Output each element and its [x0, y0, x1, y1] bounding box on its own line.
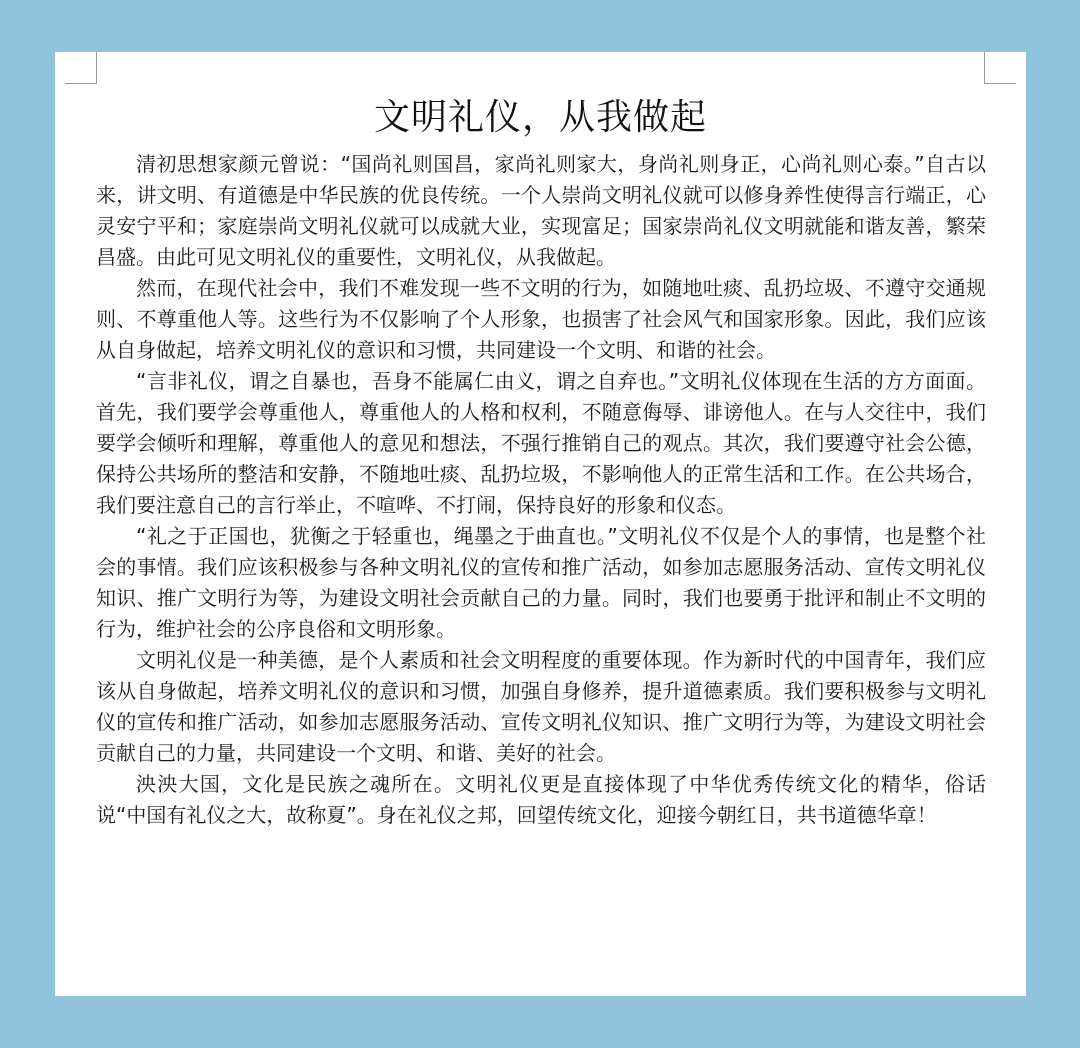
- paragraph-3: “言非礼仪，谓之自暴也，吾身不能属仁由义，谓之自弃也。”文明礼仪体现在生活的方方面面。首先，我们要学会尊重他人，尊重他人的人格和权利，不随意侮辱、诽谤他人。在与人交往中，我们要学会倾听和理解，尊重他人的意见和想法，不强行推销自己的观点。其次，我们要遵守社会公德，保持公共场所的整洁和安静，不随地吐痰、乱扔垃圾，不影响他人的正常生活和工作。在公共场合，我们要注意自己的言行举止，不喧哗、不打闹，保持良好的形象和仪态。: [96, 369, 986, 517]
- paragraph-2: 然而，在现代社会中，我们不难发现一些不文明的行为，如随地吐痰、乱扔垃圾、不遵守交通规则、不尊重他人等。这些行为不仅影响了个人形象，也损害了社会风气和国家形象。因此，我们应该从自身做起，培养文明礼仪的意识和习惯，共同建设一个文明、和谐的社会。: [96, 276, 986, 362]
- paragraph-5: 文明礼仪是一种美德，是个人素质和社会文明程度的重要体现。作为新时代的中国青年，我们应该从自身做起，培养文明礼仪的意识和习惯，加强自身修养，提升道德素质。我们要积极参与文明礼仪的宣传和推广活动，如参加志愿服务活动、宣传文明礼仪知识、推广文明行为等，为建设文明社会贡献自己的力量，共同建设一个文明、和谐、美好的社会。: [96, 648, 986, 765]
- document-title: 文明礼仪，从我做起: [373, 97, 707, 138]
- paragraph-6: 泱泱大国，文化是民族之魂所在。文明礼仪更是直接体现了中华优秀传统文化的精华，俗话说“中国有礼仪之大，故称夏”。身在礼仪之邦，回望传统文化，迎接今朝红日，共书道德华章！: [96, 772, 986, 827]
- document-body: [96, 149, 986, 831]
- margin-corner-top-right: [984, 52, 1016, 84]
- paragraph-1: 清初思想家颜元曾说：“国尚礼则国昌，家尚礼则家大，身尚礼则身正，心尚礼则心泰。”自古以来，讲文明、有道德是中华民族的优良传统。一个人崇尚文明礼仪就可以修身养性使得言行端正，心灵安宁平和；家庭崇尚文明礼仪就可以成就大业，实现富足；国家崇尚礼仪文明就能和谐友善，繁荣昌盛。由此可见文明礼仪的重要性，文明礼仪，从我做起。: [96, 152, 986, 269]
- paragraph-4: “礼之于正国也，犹衡之于轻重也，绳墨之于曲直也。”文明礼仪不仅是个人的事情，也是整个社会的事情。我们应该积极参与各种文明礼仪的宣传和推广活动，如参加志愿服务活动、宣传文明礼仪知识、推广文明行为等，为建设文明社会贡献自己的力量。同时，我们也要勇于批评和制止不文明的行为，维护社会的公序良俗和文明形象。: [96, 524, 986, 641]
- margin-corner-top-left: [65, 52, 97, 84]
- document-page: [55, 52, 1026, 996]
